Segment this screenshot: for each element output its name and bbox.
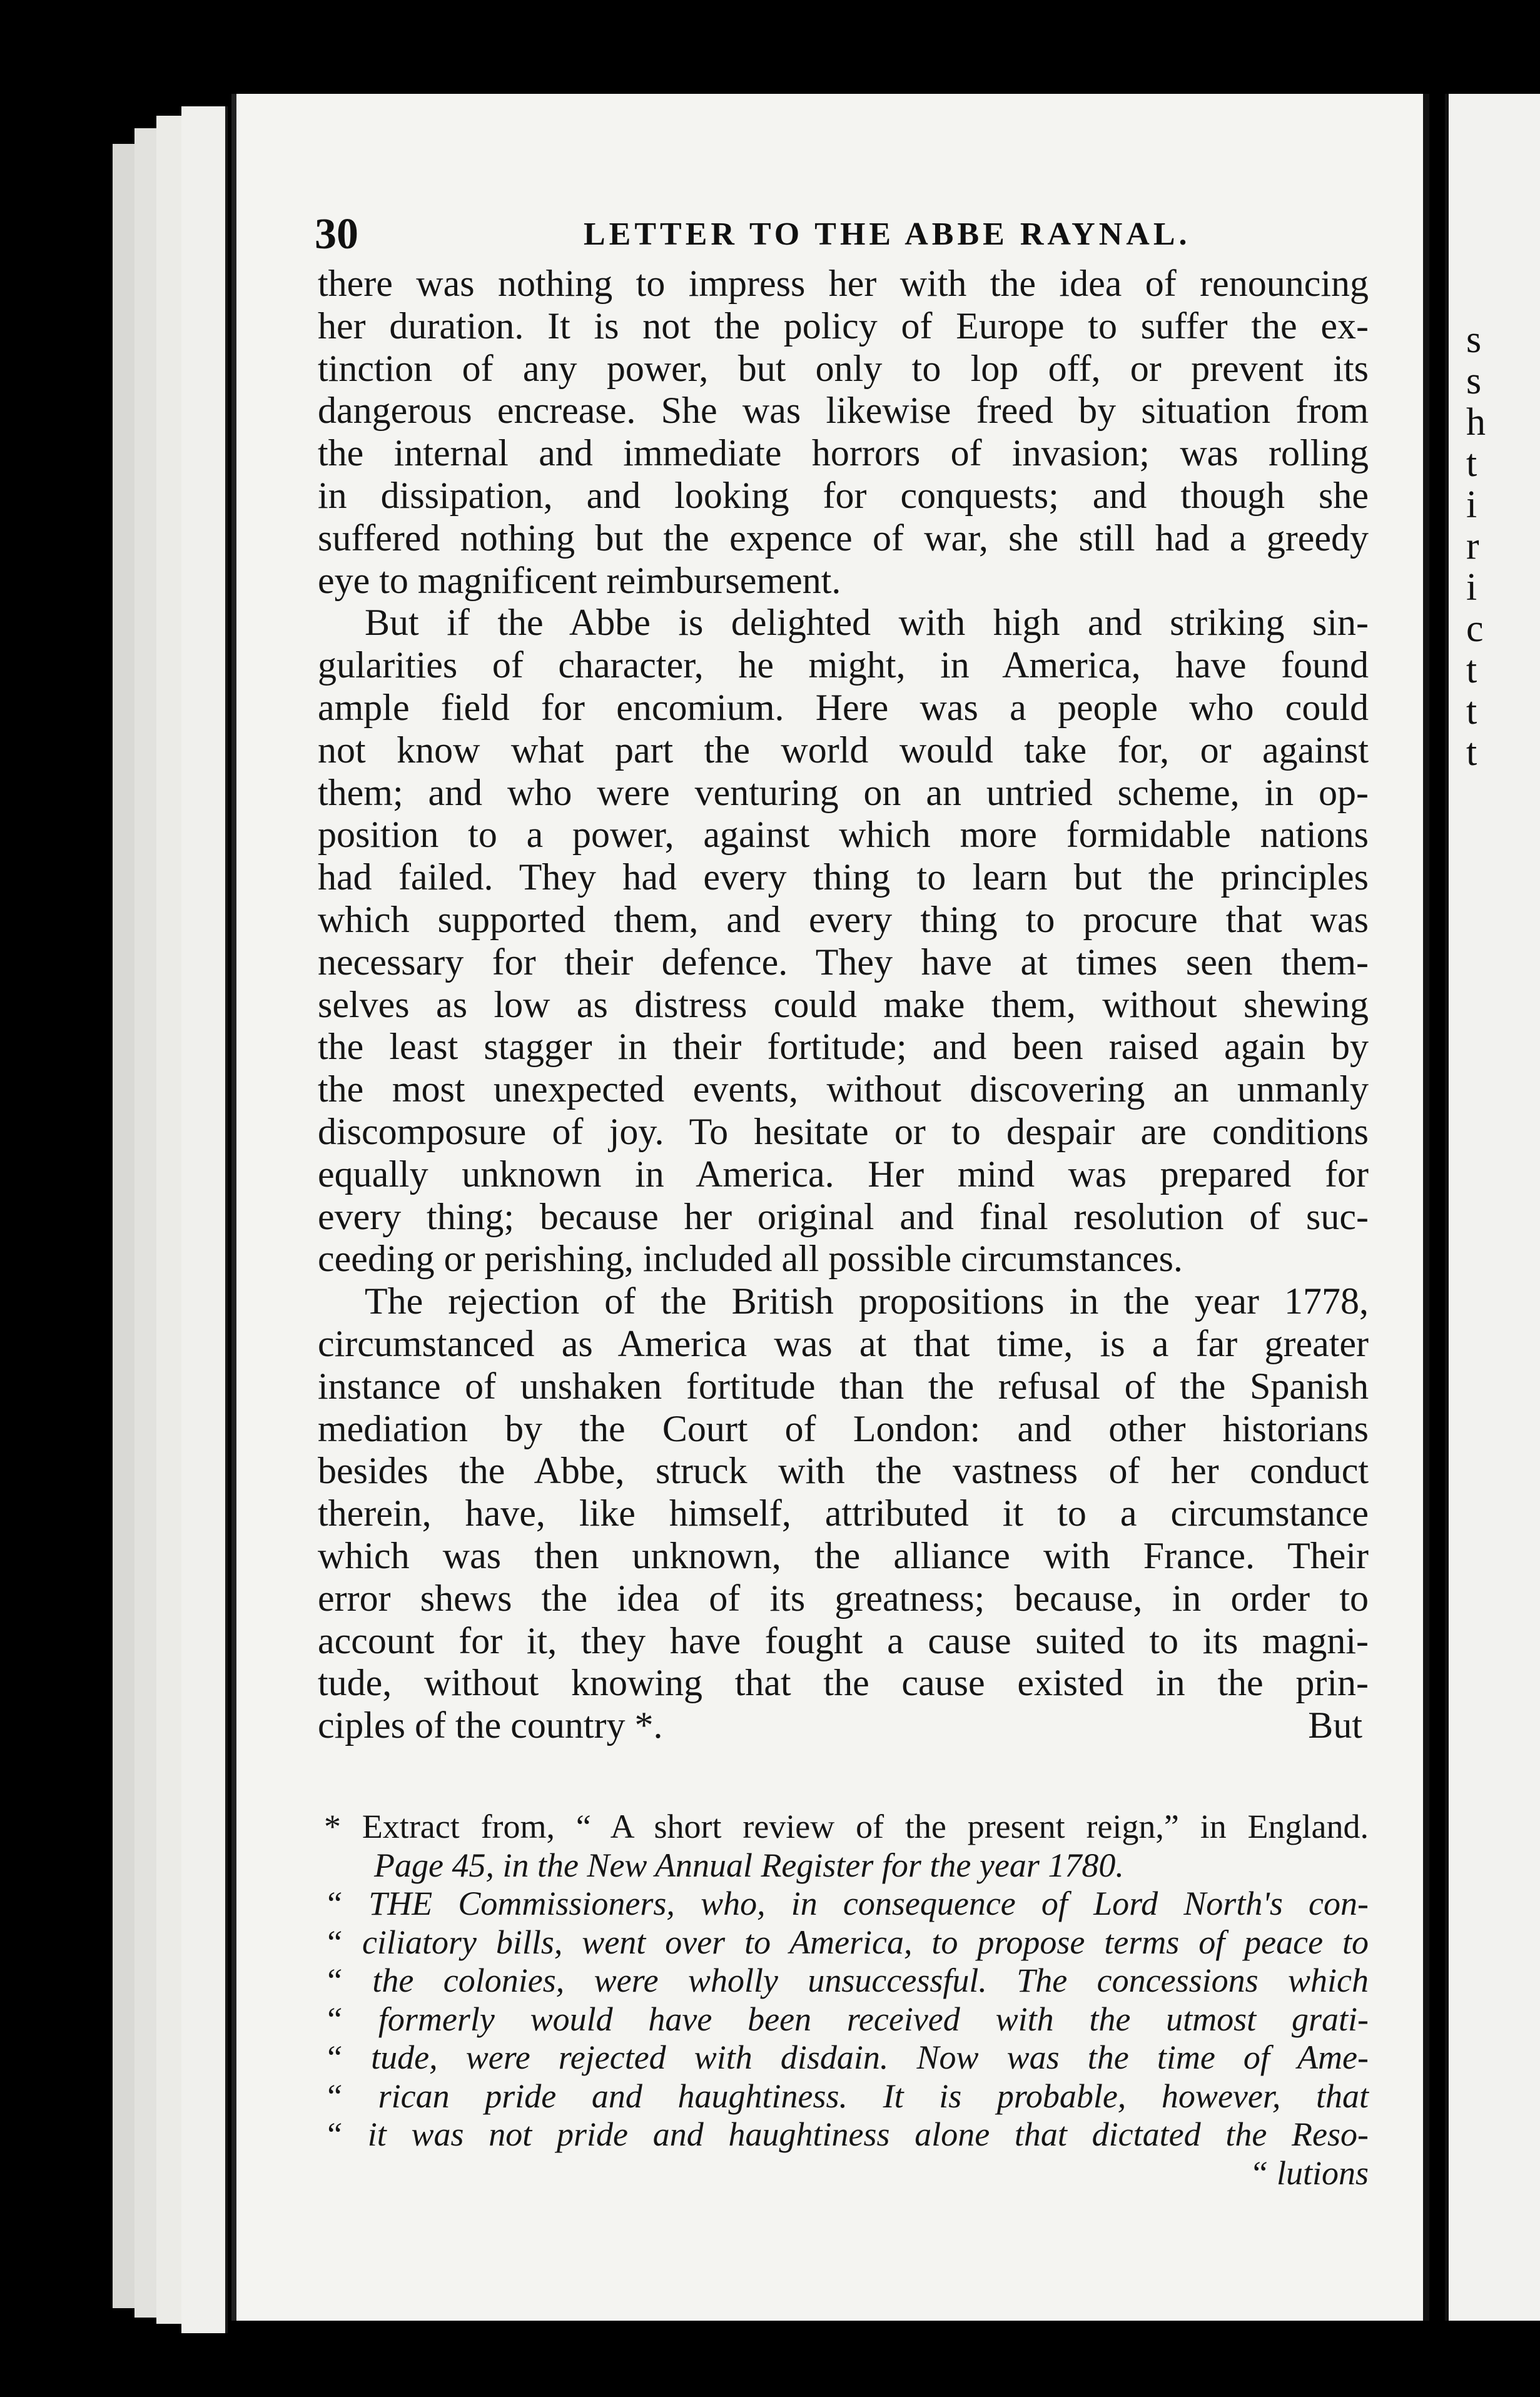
text-line: tude, without knowing that the cause existed in the prin- xyxy=(318,1662,1369,1704)
text-line: besides the Abbe, struck with the vastness of her conduct xyxy=(318,1450,1369,1492)
facing-page-letter: i xyxy=(1466,484,1477,526)
facing-page-letter: t xyxy=(1466,442,1477,485)
text-line: position to a power, against which more formidable nations xyxy=(318,814,1369,856)
text-line: suffered nothing but the expence of war, she still had a greedy xyxy=(318,517,1369,559)
text-line: selves as low as distress could make them, without shewing xyxy=(318,983,1369,1025)
text-line: not know what part the world would take for, or against xyxy=(318,729,1369,771)
text-line: ciples of the country *. xyxy=(318,1705,663,1746)
running-head: LETTER TO THE ABBE RAYNAL. xyxy=(584,216,1191,252)
text-line: had failed. They had every thing to learn but the principles xyxy=(318,856,1369,898)
facing-page-letter: r xyxy=(1466,525,1479,567)
text-line: the most unexpected events, without discovering an unmanly xyxy=(318,1068,1369,1110)
text-line: instance of unshaken fortitude than the refusal of the Spanish xyxy=(318,1365,1369,1407)
text-line: But if the Abbe is delighted with high and striking sin- xyxy=(365,602,1369,644)
text-line: account for it, they have fought a cause suited to its magni- xyxy=(318,1619,1369,1661)
footnote-catchword: “ lutions xyxy=(1249,2154,1369,2192)
text-line: every thing; because her original and final resolution of suc- xyxy=(318,1195,1369,1237)
facing-page-letter: t xyxy=(1466,731,1477,774)
page-edge xyxy=(181,106,228,2333)
text-line: there was nothing to impress her with the idea of renouncing xyxy=(318,263,1369,304)
catchword: But xyxy=(1308,1705,1362,1746)
footnote-line: Page 45, in the New Annual Register for the year 1780. xyxy=(374,1846,1124,1884)
facing-page-letter: s xyxy=(1466,360,1482,402)
text-line: tinction of any power, but only to lop off, or prevent its xyxy=(318,347,1369,389)
text-line: which supported them, and every thing to procure that was xyxy=(318,898,1369,940)
text-line: eye to magnificent reimbursement. xyxy=(318,559,841,601)
text-line: ample field for encomium. Here was a people who could xyxy=(318,686,1369,728)
text-line: dangerous encrease. She was likewise freed by situation from xyxy=(318,390,1369,432)
text-line: ceeding or perishing, included all possible circumstances. xyxy=(318,1238,1183,1280)
text-line: mediation by the Court of London: and other historians xyxy=(318,1407,1369,1449)
footnote xyxy=(324,1808,1369,2192)
text-line: the internal and immediate horrors of invasion; was rolling xyxy=(318,432,1369,474)
book-page xyxy=(231,94,1429,2321)
footnote-line: “ the colonies, were wholly unsuccessful. The concessions which xyxy=(324,1962,1369,1999)
facing-page-letter: s xyxy=(1466,318,1482,361)
footnote-line: “ THE Commissioners, who, in consequence of Lord North's con- xyxy=(324,1885,1369,1922)
text-line: circumstanced as America was at that time, is a far greater xyxy=(318,1322,1369,1364)
text-line: the least stagger in their fortitude; and been raised again by xyxy=(318,1026,1369,1068)
facing-page-letter: t xyxy=(1466,649,1477,691)
facing-page-letter: c xyxy=(1466,607,1484,650)
footnote-line: “ formerly would have been received with the utmost grati- xyxy=(324,2000,1369,2038)
facing-page-letter: i xyxy=(1466,566,1477,609)
body-text xyxy=(318,263,1369,1747)
text-line: in dissipation, and looking for conquests; and though she xyxy=(318,474,1369,516)
facing-page-edge xyxy=(1445,94,1540,2321)
text-line: therein, have, like himself, attributed it to a circumstance xyxy=(318,1492,1369,1534)
page-number: 30 xyxy=(315,210,358,258)
footnote-line: “ tude, were rejected with disdain. Now was the time of Ame- xyxy=(324,2039,1369,2076)
footnote-line: “ ciliatory bills, went over to America, to propose terms of peace to xyxy=(324,1923,1369,1961)
text-line: necessary for their defence. They have at times seen them- xyxy=(318,941,1369,983)
footnote-line: * Extract from, “ A short review of the present reign,” in England. xyxy=(324,1808,1369,1845)
text-line: them; and who were venturing on an untried scheme, in op- xyxy=(318,771,1369,813)
footnote-line: “ it was not pride and haughtiness alone that dictated the Reso- xyxy=(324,2116,1369,2153)
text-line: equally unknown in America. Her mind was prepared for xyxy=(318,1153,1369,1195)
text-line: gularities of character, he might, in America, have found xyxy=(318,644,1369,686)
page-header xyxy=(315,210,1365,266)
text-line: The rejection of the British propositions in the year 1778, xyxy=(365,1280,1369,1322)
text-line: discomposure of joy. To hesitate or to despair are conditions xyxy=(318,1110,1369,1152)
footnote-line: “ rican pride and haughtiness. It is probable, however, that xyxy=(324,2077,1369,2115)
text-line: which was then unknown, the alliance with France. Their xyxy=(318,1534,1369,1576)
last-line-row xyxy=(318,1705,1369,1747)
text-line: her duration. It is not the policy of Europe to suffer the ex- xyxy=(318,305,1369,347)
text-line: error shews the idea of its greatness; because, in order to xyxy=(318,1577,1369,1619)
facing-page-letter: t xyxy=(1466,690,1477,732)
facing-page-letter: h xyxy=(1466,401,1486,443)
